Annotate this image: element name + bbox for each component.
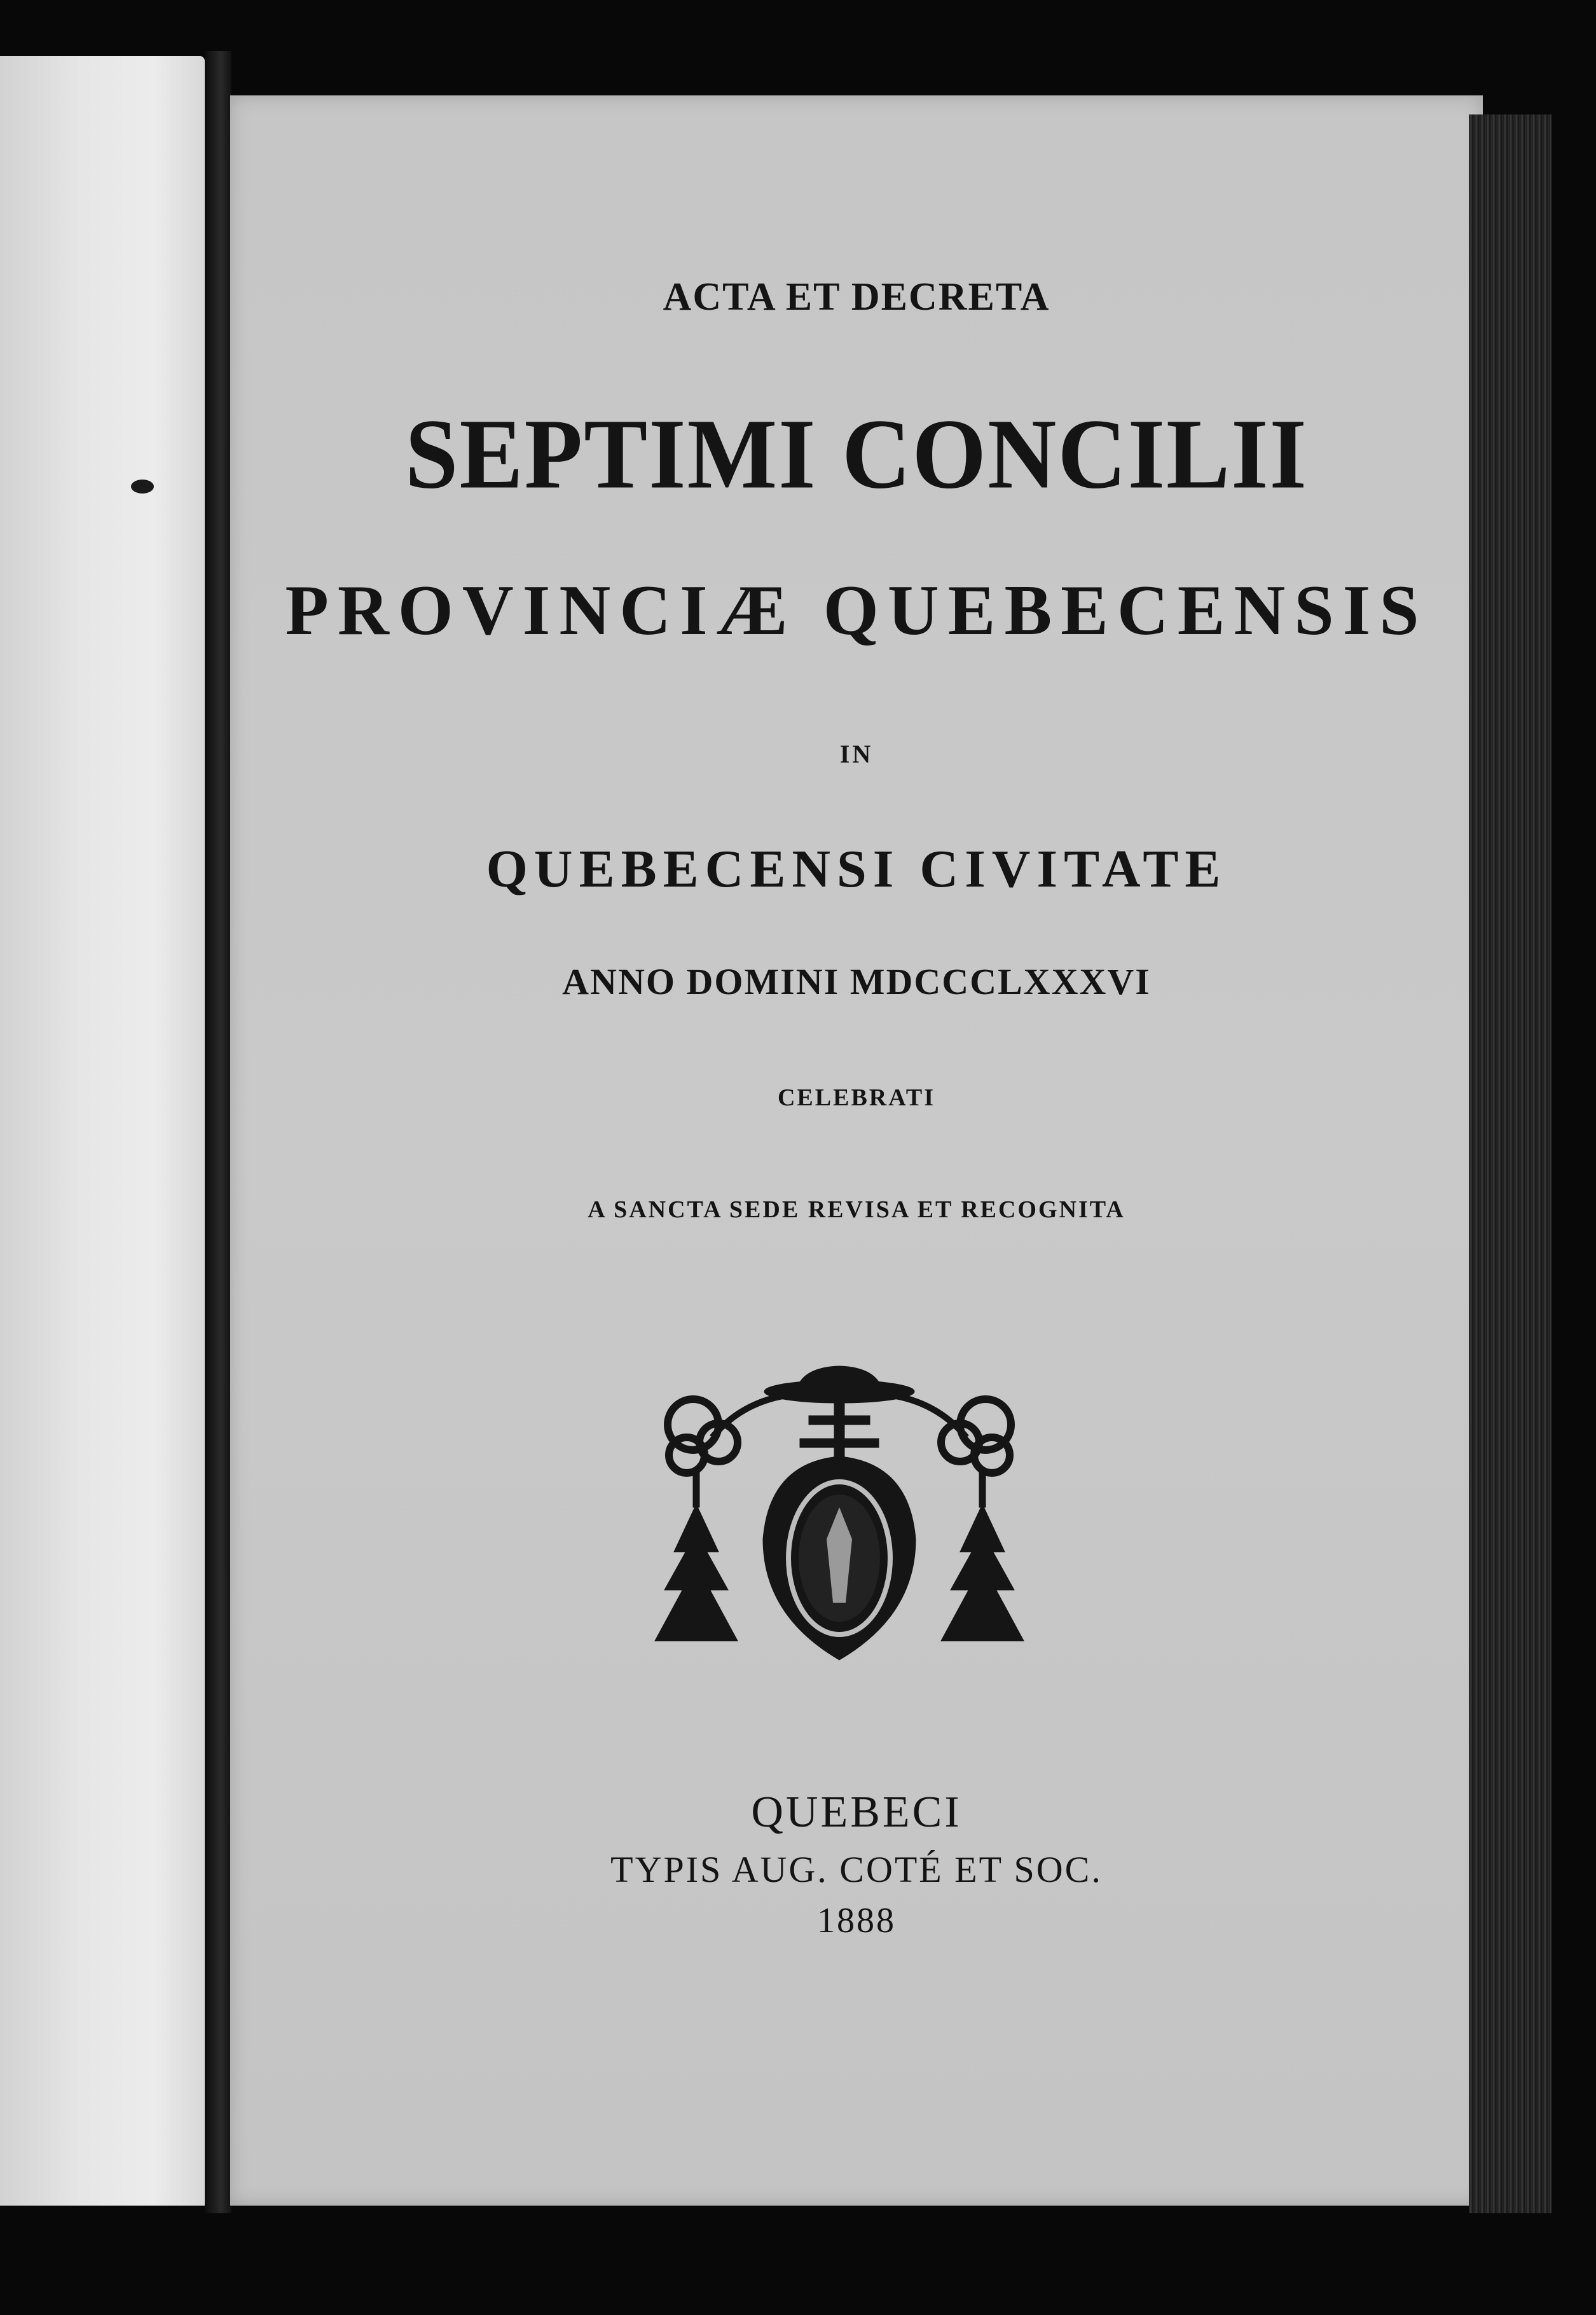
title-line-in: IN <box>839 740 874 768</box>
title-line-septimi: SEPTIMI CONCILII <box>405 398 1308 510</box>
title-line-civitate: QUEBECENSI CIVITATE <box>486 840 1227 899</box>
left-blank-leaf <box>0 56 205 2206</box>
imprint-place: QUEBECI <box>751 1788 962 1837</box>
book-gutter <box>205 51 231 2213</box>
ink-spot <box>131 480 154 494</box>
imprint-year: 1888 <box>817 1901 896 1940</box>
imprint-printer: TYPIS AUG. COTÉ ET SOC. <box>610 1849 1103 1890</box>
archiepiscopal-coat-of-arms-icon <box>649 1361 1030 1679</box>
title-line-provinciae: PROVINCIÆ QUEBECENSIS <box>285 571 1428 650</box>
title-line-acta: ACTA ET DECRETA <box>663 275 1050 319</box>
title-line-celebrati: CELEBRATI <box>777 1084 936 1111</box>
title-line-anno: ANNO DOMINI MDCCCLXXXVI <box>562 961 1151 1002</box>
title-line-revisa: A SANCTA SEDE REVISA ET RECOGNITA <box>588 1196 1125 1223</box>
